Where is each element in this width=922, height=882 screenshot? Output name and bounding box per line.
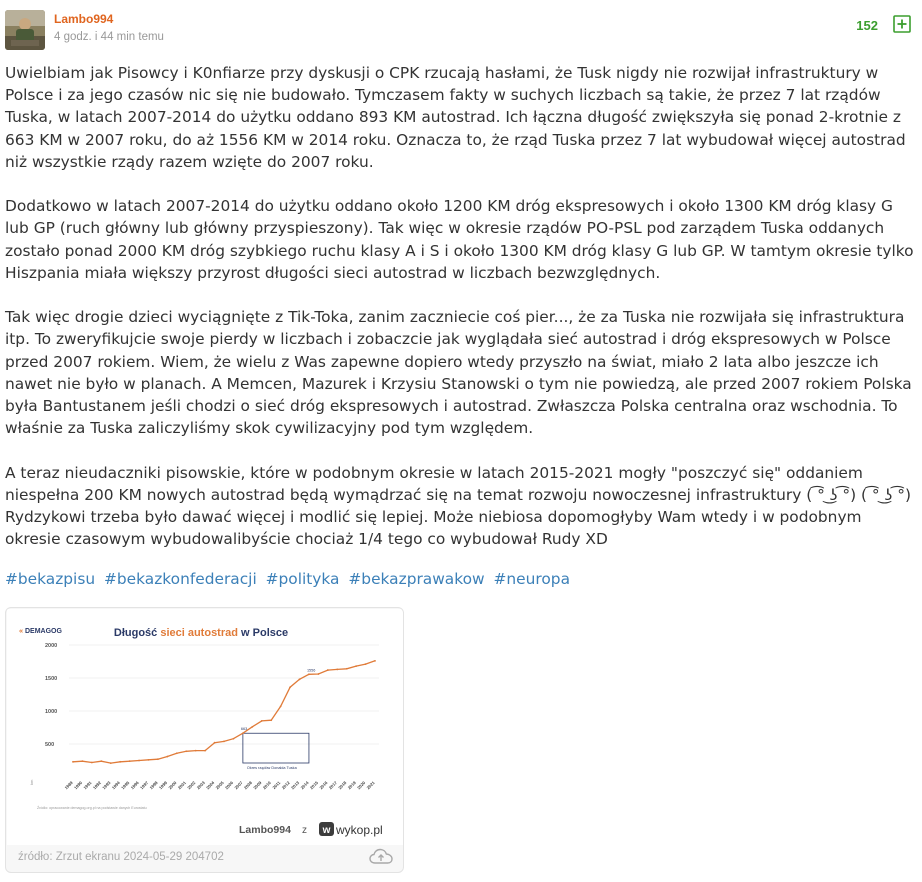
chart-point — [176, 752, 178, 754]
avatar[interactable] — [5, 10, 45, 50]
chart-point — [308, 673, 310, 675]
image-source: źródło: Zrzut ekranu 2024-05-29 204702 — [18, 851, 224, 863]
chart-point — [91, 762, 93, 764]
chart-title-highlight: sieci autostrad — [160, 627, 238, 639]
chart-x-tick: 1996 — [129, 780, 140, 791]
chart-x-tick: 1998 — [148, 780, 159, 791]
tusk-period-label: Okres rządów Donalda Tuska — [246, 766, 297, 770]
chart-x-tick: 1999 — [157, 780, 169, 791]
chart-x-tick: 2001 — [176, 780, 187, 791]
cloud-upload-icon — [369, 848, 393, 866]
chart-point — [148, 759, 150, 761]
chart-brand-mark: « — [19, 626, 24, 635]
chart-x-tick: 1991 — [82, 780, 93, 791]
post-paragraph: Uwielbiam jak Pisowcy i K0nfiarze przy dyskusji o CPK rzucają hasłami, że Tusk nigdy nie rozwijał infrastruktury w Polsce i za jego czasów nic się nie budowało. Tymczasem fakty w suchych liczbach są takie, że przez 7 lat rządów Tuska, w latach 2007-2014 do użytku oddano 893 KM autostrad. Ich łączna długość zwiększyła się ponad 2-krotnie z 663 KM w 2007 roku, do aż 1556 KM w 2014 roku. Oznacza to, że rząd Tuska przez 7 lat wybudował więcej autostrad niż wszystkie rządy razem wzięte do 2007 roku. — [5, 64, 906, 171]
chart-x-tick: 2020 — [356, 780, 367, 791]
chart-x-tick: 2002 — [186, 780, 197, 791]
chart-point — [100, 760, 102, 762]
chart-point — [242, 732, 244, 734]
upload-cloud-button[interactable] — [369, 848, 393, 866]
chart-x-tick: 2008 — [242, 780, 254, 791]
chart-point — [166, 756, 168, 758]
chart-series-line — [73, 661, 375, 763]
chart-x-tick: 2007 — [233, 780, 244, 791]
chart-x-tick: 2006 — [224, 780, 235, 791]
chart-data-label: 663 — [240, 727, 248, 732]
watermark-user: Lambo994 — [239, 824, 291, 836]
chart — [7, 609, 403, 845]
plus-icon — [893, 15, 911, 33]
chart-point — [261, 720, 263, 722]
chart-x-tick: 2010 — [261, 780, 272, 791]
chart-point — [270, 719, 272, 721]
author-username[interactable]: Lambo994 — [54, 12, 114, 26]
chart-brand: DEMAGOG — [25, 628, 62, 635]
chart-point — [204, 750, 206, 752]
chart-x-tick: 2012 — [280, 780, 291, 791]
tag-neuropa[interactable]: #neuropa — [493, 570, 570, 588]
chart-point — [327, 669, 329, 671]
chart-point — [289, 686, 291, 688]
chart-point — [233, 738, 235, 740]
chart-title-prefix: Długość — [113, 627, 161, 639]
chart-point — [251, 726, 253, 728]
chart-point — [346, 668, 348, 670]
chart-point — [129, 760, 131, 762]
chart-point — [317, 673, 319, 675]
chart-y-tick: 1000 — [45, 709, 58, 715]
chart-x-tick: 2017 — [327, 780, 338, 791]
chart-x-tick: 2009 — [252, 780, 263, 791]
chart-point — [185, 750, 187, 752]
chart-point — [82, 760, 84, 762]
chart-point — [195, 750, 197, 752]
chart-x-tick: 2013 — [290, 780, 301, 791]
chart-x-tick: 2019 — [346, 780, 357, 791]
chart-x-tick: 1994 — [110, 780, 121, 791]
chart-title-suffix: w Polsce — [237, 627, 289, 639]
tag-bekazprawakow[interactable]: #bekazprawakow — [348, 570, 485, 588]
chart-data-label: 1556 — [306, 668, 316, 673]
chart-point — [119, 761, 121, 763]
chart-point — [138, 760, 140, 762]
embedded-image-card — [5, 607, 404, 873]
chart-point — [280, 705, 282, 707]
chart-x-tick: 2014 — [299, 780, 310, 791]
chart-point — [110, 762, 112, 764]
post-paragraph: Dodatkowo w latach 2007-2014 do użytku oddano około 1200 KM dróg ekspresowych i około 1300 KM dróg klasy G lub GP (ruch główny lub główny przyspieszony). Tak więc w okresie rządów PO-PSL pod zarządem Tuska oddanych zostało ponad 2000 KM dróg szybkiego ruchu klasy A i S i około 1300 KM dróg klasy G lub GP. W tamtym okresie tylko Hiszpania miała większy przyrost długości sieci autostrad w liczbach bezwzględnych. — [5, 197, 914, 282]
vote-count: 152 — [856, 18, 878, 33]
chart-point — [223, 740, 225, 742]
chart-x-tick: 2003 — [195, 780, 206, 791]
chart-x-tick: 2000 — [167, 780, 178, 791]
upvote-button[interactable] — [893, 15, 911, 33]
chart-x-tick: 2018 — [337, 780, 348, 791]
chart-x-tick: 2004 — [205, 780, 216, 791]
watermark-site: wykop.pl — [336, 823, 383, 837]
chart-y-label: km — [29, 779, 34, 785]
chart-point — [365, 663, 367, 665]
post-content — [5, 62, 915, 573]
post-timestamp[interactable]: 4 godz. i 44 min temu — [54, 31, 164, 43]
chart-point — [157, 758, 159, 760]
chart-y-tick: 1500 — [45, 676, 58, 682]
chart-title — [114, 627, 288, 639]
chart-x-tick: 1993 — [101, 780, 112, 791]
chart-x-tick: 1989 — [63, 780, 74, 791]
chart-y-tick: 2000 — [45, 643, 58, 649]
chart-x-tick: 1990 — [73, 780, 84, 791]
chart-point — [336, 669, 338, 671]
embedded-image[interactable] — [7, 609, 403, 845]
chart-x-tick: 1997 — [139, 780, 150, 791]
chart-point — [355, 665, 357, 667]
wykop-logo-icon — [319, 822, 334, 836]
tag-list — [5, 568, 574, 590]
svg-text:w: w — [322, 825, 331, 836]
post-paragraph: A teraz nieudaczniki pisowskie, które w podobnym okresie w latach 2015-2021 mogły "poszczyć się" oddaniem niespełna 200 KM nowych autostrad będą wymądrzać się na temat rozwoju nowoczesnej infrastruktury ( ͡° ͜ʖ ͡°) ( ͡° ͜ʖ ͡°) Rydzykowi trzeba było dawać więcej i modlić się lepiej. Może niebiosa dopomogłyby Wam wtedy i w podobnym okresie czasowym wybudowalibyście chociaż 1/4 tego co wybudował Rudy XD — [5, 463, 911, 549]
chart-x-tick: 1995 — [120, 780, 131, 791]
avatar-image — [5, 10, 45, 50]
chart-footnote: Źródło: opracowanie demagog.org.pl na podstawie danych Eurostatu — [37, 806, 147, 810]
watermark-z: z — [302, 825, 307, 836]
tag-bekazkonfederacji[interactable]: #bekazkonfederacji — [104, 570, 257, 588]
chart-point — [214, 742, 216, 744]
chart-x-tick: 2015 — [308, 780, 320, 791]
chart-x-tick: 2011 — [271, 780, 282, 791]
chart-y-tick: 500 — [45, 742, 55, 748]
chart-point — [72, 761, 74, 763]
chart-point — [374, 660, 376, 662]
tag-bekazpisu[interactable]: #bekazpisu — [5, 570, 96, 588]
chart-x-tick: 2005 — [214, 780, 225, 791]
chart-x-tick: 1992 — [91, 780, 103, 791]
tag-polityka[interactable]: #polityka — [265, 570, 340, 588]
chart-point — [299, 678, 301, 680]
tusk-period-box — [243, 733, 309, 763]
post-paragraph: Tak więc drogie dzieci wyciągnięte z Tik-Toka, zanim zaczniecie coś pier..., że za Tuska nie rozwijała się infrastruktura itp. To zweryfikujcie swoje pierdy w liczbach i zobaczcie jak wyglądała sieć autostrad i dróg ekspresowych w Polsce przed 2007 rokiem. Wiem, że wielu z Was zapewne dopiero wtedy przyszło na świat, miało 2 lata albo jeszcze ich nawet nie było w planach. A Memcen, Mazurek i Krzysiu Stanowski o tym nie powiedzą, ale przed 2007 rokiem Polska była Bantustanem jeśli chodzi o sieć dróg ekspresowych i autostrad. Zwłaszcza Polska centralna oraz wschodnia. To właśnie za Tuska zaliczyliśmy skok cywilizacyjny pod tym względem. — [5, 308, 912, 438]
chart-x-tick: 2016 — [318, 780, 329, 791]
chart-x-tick: 2021 — [365, 780, 376, 791]
